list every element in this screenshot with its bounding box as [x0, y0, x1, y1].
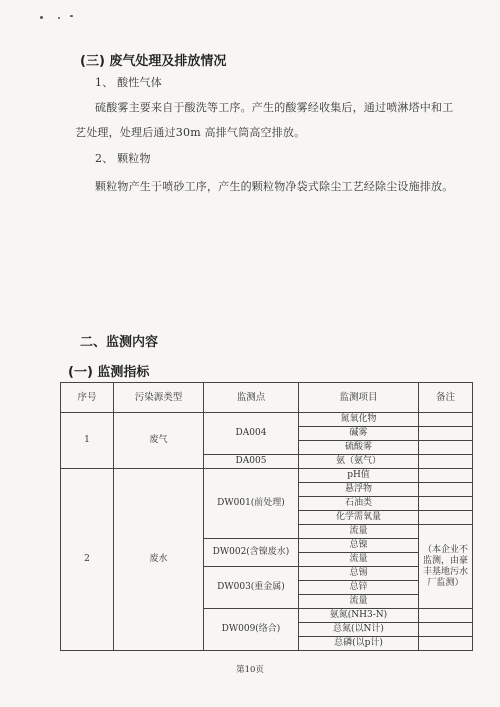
monitoring-point: DW001(前处理)	[204, 469, 299, 539]
monitoring-point: DW003(重金属)	[204, 567, 299, 609]
monitoring-item: pH值	[299, 469, 419, 483]
page-number: 第10页	[236, 665, 264, 675]
table-row	[61, 469, 473, 483]
note-cell	[419, 483, 473, 497]
monitoring-table	[60, 382, 473, 651]
monitoring-item: 总锡	[299, 567, 419, 581]
monitoring-item: 硫酸雾	[299, 441, 419, 455]
monitoring-item: 石油类	[299, 497, 419, 511]
header-cell: 污染源类型	[114, 383, 204, 413]
monitoring-item: 流量	[299, 525, 419, 539]
monitoring-item: 碱雾	[299, 427, 419, 441]
note-cell	[419, 427, 473, 441]
monitoring-item: 总锌	[299, 581, 419, 595]
row-number: 1	[61, 413, 114, 469]
monitoring-item: 总氮(以N计)	[299, 623, 419, 637]
monitoring-point: DA004	[204, 413, 299, 455]
note-cell	[419, 441, 473, 455]
monitoring-item: 总磷(以p计)	[299, 637, 419, 651]
note-cell	[419, 609, 473, 623]
monitoring-item: 流量	[299, 553, 419, 567]
monitoring-point: DW009(络合)	[204, 609, 299, 651]
scan-speck	[70, 15, 73, 17]
note-cell	[419, 469, 473, 483]
section-heading-monitoring: 二、监测内容	[80, 335, 159, 350]
note-cell	[419, 637, 473, 651]
paragraph-line: 艺处理，处理后通过30m 高排气筒高空排放。	[75, 126, 306, 139]
header-cell: 备注	[419, 383, 473, 413]
monitoring-point: DA005	[204, 455, 299, 469]
row-number: 2	[61, 469, 114, 651]
note-cell	[419, 623, 473, 637]
remark-cell: （本企业不监测，由豪丰基地污水厂监测）	[419, 525, 473, 609]
header-cell: 监测项目	[299, 383, 419, 413]
monitoring-item: 总镍	[299, 539, 419, 553]
table-header-row	[61, 383, 473, 413]
subsection-heading-indicators: (一) 监测指标	[68, 365, 150, 380]
pollution-type: 废水	[114, 469, 204, 651]
note-cell	[419, 413, 473, 427]
monitoring-item: 氨（氨气）	[299, 455, 419, 469]
scan-speck	[58, 17, 60, 19]
scan-speck	[40, 16, 43, 19]
note-cell	[419, 497, 473, 511]
pollution-type: 废气	[114, 413, 204, 469]
header-cell: 监测点	[204, 383, 299, 413]
monitoring-item: 氨氮(NH3-N)	[299, 609, 419, 623]
paragraph-line: 颗粒物产生于喷砂工序，产生的颗粒物净袋式除尘工艺经除尘设施排放。	[95, 180, 454, 193]
monitoring-item: 氮氧化物	[299, 413, 419, 427]
monitoring-item: 悬浮物	[299, 483, 419, 497]
monitoring-item: 化学需氧量	[299, 511, 419, 525]
paragraph-line: 硫酸雾主要来自于酸洗等工序。产生的酸雾经收集后，通过喷淋塔中和工	[95, 101, 454, 114]
note-cell	[419, 511, 473, 525]
section-heading-exhaust: (三) 废气处理及排放情况	[80, 54, 227, 69]
monitoring-point: DW002(含镍废水)	[204, 539, 299, 567]
item-title-particulates: 2、 颗粒物	[95, 152, 151, 165]
monitoring-item: 流量	[299, 595, 419, 609]
note-cell	[419, 455, 473, 469]
item-title-acid-gas: 1、 酸性气体	[95, 76, 162, 89]
header-cell: 序号	[61, 383, 114, 413]
table-row	[61, 413, 473, 427]
